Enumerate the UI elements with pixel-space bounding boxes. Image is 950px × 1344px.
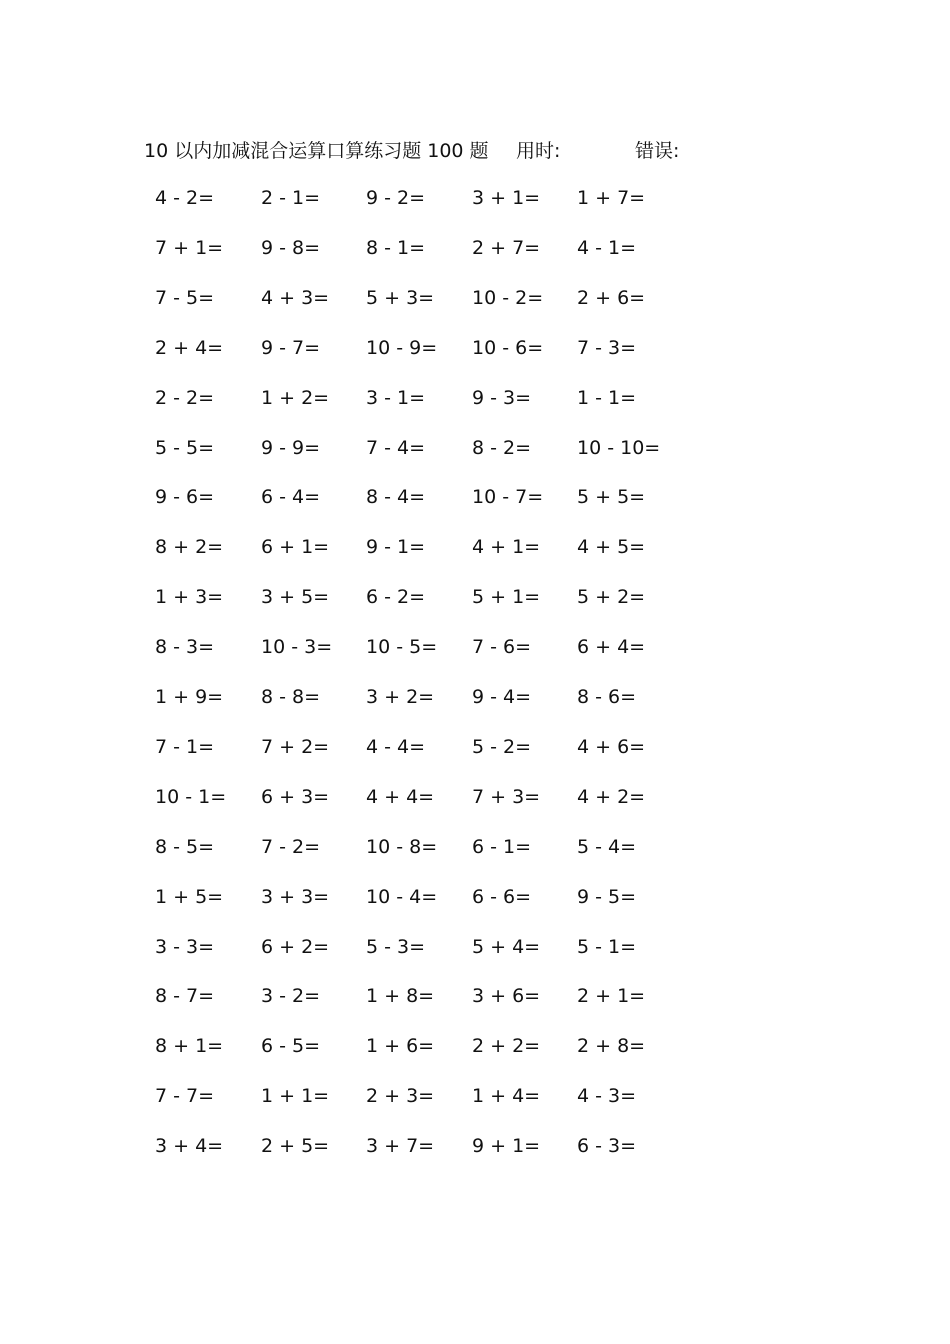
math-problem: 3 + 3= (261, 885, 330, 908)
math-problem: 8 + 2= (155, 536, 224, 559)
math-problem: 5 - 2= (472, 735, 532, 758)
math-problem: 10 - 1= (155, 785, 227, 808)
math-problem: 3 - 3= (155, 935, 215, 958)
math-problem: 4 - 4= (366, 735, 426, 758)
math-problem: 9 - 2= (366, 187, 426, 209)
math-problem: 8 - 5= (155, 835, 215, 858)
math-problem: 10 - 3= (261, 636, 333, 659)
math-problem: 2 + 3= (366, 1085, 435, 1108)
math-problem: 10 - 5= (366, 636, 438, 659)
math-problem: 10 - 8= (366, 835, 438, 858)
math-problem: 10 - 7= (472, 486, 544, 509)
math-problem: 3 + 4= (155, 1135, 224, 1158)
math-problem: 6 - 4= (261, 486, 321, 509)
math-problem: 6 + 4= (577, 636, 646, 659)
math-problem: 6 - 2= (366, 586, 426, 609)
math-problem: 5 + 2= (577, 586, 646, 609)
math-problem: 7 + 1= (155, 236, 224, 259)
math-problem: 8 - 3= (155, 636, 215, 659)
math-problem: 4 - 1= (577, 236, 637, 259)
math-problem: 9 + 1= (472, 1135, 541, 1158)
math-problem: 5 - 5= (155, 436, 215, 459)
math-problem: 9 - 4= (472, 686, 532, 708)
math-problem: 7 - 2= (261, 835, 321, 858)
math-problem: 2 + 5= (261, 1135, 330, 1158)
math-problem: 3 + 6= (472, 985, 541, 1008)
math-problem: 1 + 4= (472, 1085, 541, 1108)
math-problem: 1 + 1= (261, 1085, 330, 1108)
math-problem: 5 - 3= (366, 935, 426, 958)
math-problem: 2 + 7= (472, 236, 541, 259)
math-problem: 5 + 3= (366, 286, 435, 309)
math-problem: 7 - 4= (366, 436, 426, 459)
math-problem: 5 - 1= (577, 935, 637, 958)
math-problem: 3 + 7= (366, 1135, 435, 1158)
math-problem: 2 - 1= (261, 187, 321, 209)
math-problem: 1 + 5= (155, 885, 224, 908)
math-problem: 8 - 4= (366, 486, 426, 509)
math-problem: 9 - 9= (261, 436, 321, 459)
math-problem: 2 + 8= (577, 1035, 646, 1058)
math-problem: 6 - 5= (261, 1035, 321, 1058)
math-problem: 8 - 6= (577, 686, 637, 708)
math-problem: 2 + 4= (155, 336, 224, 359)
math-problem: 1 + 6= (366, 1035, 435, 1058)
math-problem: 10 - 4= (366, 885, 438, 908)
math-problem: 5 - 4= (577, 835, 637, 858)
math-problem: 7 - 1= (155, 735, 215, 758)
math-problem: 4 + 1= (472, 536, 541, 559)
math-problem: 9 - 7= (261, 336, 321, 359)
math-problem: 9 - 3= (472, 386, 532, 409)
math-problem: 4 - 2= (155, 187, 215, 209)
math-problem: 3 + 2= (366, 686, 435, 708)
math-problem: 8 - 2= (472, 436, 532, 459)
math-problem: 4 + 6= (577, 735, 646, 758)
time-used-label: 用时: (516, 140, 561, 162)
math-problem: 1 - 1= (577, 386, 637, 409)
math-problem: 1 + 8= (366, 985, 435, 1008)
math-problem: 6 + 3= (261, 785, 330, 808)
math-problem: 7 - 3= (577, 336, 637, 359)
math-problem: 4 + 2= (577, 785, 646, 808)
math-problem: 9 - 8= (261, 236, 321, 259)
math-problem: 10 - 10= (577, 436, 661, 459)
math-problem: 5 + 1= (472, 586, 541, 609)
math-problem: 3 + 5= (261, 586, 330, 609)
math-problem: 7 + 3= (472, 785, 541, 808)
math-problem: 5 + 4= (472, 935, 541, 958)
math-problem: 10 - 9= (366, 336, 438, 359)
math-problem: 6 + 1= (261, 536, 330, 559)
math-problem: 1 + 9= (155, 686, 224, 708)
math-problem: 6 - 1= (472, 835, 532, 858)
math-problem: 2 + 6= (577, 286, 646, 309)
math-problem: 7 + 2= (261, 735, 330, 758)
math-problem: 8 + 1= (155, 1035, 224, 1058)
math-problem: 7 - 6= (472, 636, 532, 659)
math-problem: 8 - 1= (366, 236, 426, 259)
math-problem: 9 - 6= (155, 486, 215, 509)
math-problem: 7 - 5= (155, 286, 215, 309)
math-problem: 9 - 1= (366, 536, 426, 559)
errors-label: 错误: (635, 140, 680, 162)
math-problem: 2 + 2= (472, 1035, 541, 1058)
math-problem: 3 - 2= (261, 985, 321, 1008)
math-problem: 10 - 2= (472, 286, 544, 309)
math-problem: 4 + 5= (577, 536, 646, 559)
math-problem: 2 + 1= (577, 985, 646, 1008)
math-problem: 6 - 6= (472, 885, 532, 908)
math-problem: 1 + 7= (577, 187, 646, 209)
math-problem: 8 - 7= (155, 985, 215, 1008)
math-problem: 4 + 3= (261, 286, 330, 309)
math-problem: 8 - 8= (261, 686, 321, 708)
math-problem: 1 + 3= (155, 586, 224, 609)
math-problem: 4 + 4= (366, 785, 435, 808)
math-problem: 10 - 6= (472, 336, 544, 359)
math-problem: 3 + 1= (472, 187, 541, 209)
math-problem: 5 + 5= (577, 486, 646, 509)
worksheet-title: 10 以内加减混合运算口算练习题 100 题 (144, 140, 489, 162)
math-problem: 7 - 7= (155, 1085, 215, 1108)
math-problem: 6 - 3= (577, 1135, 637, 1158)
math-problem: 1 + 2= (261, 386, 330, 409)
math-problem: 6 + 2= (261, 935, 330, 958)
math-problem: 3 - 1= (366, 386, 426, 409)
math-problem: 2 - 2= (155, 386, 215, 409)
math-problem: 9 - 5= (577, 885, 637, 908)
math-problem: 4 - 3= (577, 1085, 637, 1108)
